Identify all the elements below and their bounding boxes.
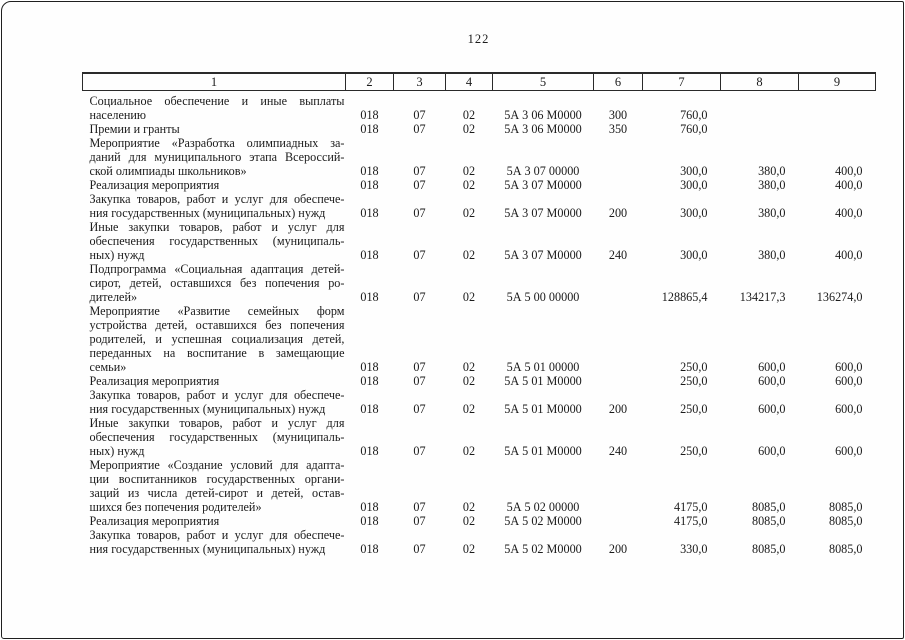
col-vid-rashodov-cell bbox=[594, 374, 643, 388]
col-podrazdel-cell: 02 bbox=[462, 122, 476, 136]
col-vid-rashodov-cell: 200 bbox=[608, 542, 628, 556]
col-grbs-cell: 018 bbox=[360, 514, 379, 528]
col-grbs-cell: 018 bbox=[360, 360, 379, 374]
col-razdel-cell: 07 bbox=[413, 542, 426, 556]
col-amount-year3-cell: 600,0 bbox=[835, 402, 863, 416]
col-amount-year1-cell: 330,0 bbox=[680, 542, 708, 556]
col-vid-rashodov-cell: 350 bbox=[608, 122, 628, 136]
row-label bbox=[83, 262, 346, 304]
col-amount-year1-cell: 300,0 bbox=[680, 248, 708, 262]
col-celevaya-statya-cell: 5А 5 01 М0000 bbox=[504, 402, 582, 416]
col-amount-year2-cell: 380,0 bbox=[758, 206, 786, 220]
col-amount-year1-cell: 250,0 bbox=[680, 360, 708, 374]
row-label bbox=[83, 374, 346, 388]
col-vid-rashodov-cell: 240 bbox=[608, 248, 628, 262]
row-label-line: ния государственных (муниципальных) нужд bbox=[89, 206, 326, 220]
col-amount-year2-cell: 600,0 bbox=[758, 402, 786, 416]
col-amount-year2-cell: 380,0 bbox=[758, 178, 786, 192]
col-razdel-cell: 07 bbox=[413, 206, 426, 220]
col-amount-year1-cell: 760,0 bbox=[680, 122, 708, 136]
col-amount-year2-cell: 600,0 bbox=[758, 360, 786, 374]
column-header-1: 1 bbox=[83, 73, 346, 91]
row-label-line: Мероприятие «Разработка олимпиадных за- bbox=[89, 136, 345, 150]
col-razdel-cell: 07 bbox=[413, 514, 426, 528]
col-vid-rashodov-cell: 300 bbox=[608, 108, 628, 122]
table-header-row bbox=[83, 73, 876, 91]
column-header-6: 6 bbox=[594, 73, 643, 91]
col-amount-year2-cell: 134217,3 bbox=[739, 290, 786, 304]
col-vid-rashodov-cell bbox=[594, 514, 643, 528]
col-grbs-cell: 018 bbox=[360, 402, 379, 416]
table-row bbox=[83, 374, 876, 388]
col-celevaya-statya-cell: 5А 3 06 М0000 bbox=[504, 122, 582, 136]
row-label bbox=[83, 514, 346, 528]
row-label-line: ции воспитанников государственных органи- bbox=[89, 472, 345, 486]
row-label-line: семьи» bbox=[89, 360, 127, 374]
col-podrazdel-cell: 02 bbox=[462, 374, 476, 388]
col-amount-year3-cell: 600,0 bbox=[835, 444, 863, 458]
row-label-line: устройства детей, оставшихся без попечения bbox=[89, 318, 345, 332]
row-label-line: Реализация мероприятия bbox=[89, 374, 220, 388]
column-header-7: 7 bbox=[643, 73, 721, 91]
col-amount-year2-cell: 8085,0 bbox=[751, 542, 786, 556]
col-grbs-cell: 018 bbox=[360, 248, 379, 262]
col-vid-rashodov-cell: 200 bbox=[608, 402, 628, 416]
row-label bbox=[83, 304, 346, 374]
table-row bbox=[83, 122, 876, 136]
row-label bbox=[83, 192, 346, 220]
row-label-line: дителей» bbox=[89, 290, 138, 304]
col-amount-year2-cell bbox=[721, 91, 799, 123]
table-row bbox=[83, 416, 876, 458]
row-label bbox=[83, 416, 346, 458]
table-row bbox=[83, 262, 876, 304]
col-amount-year1-cell: 250,0 bbox=[680, 444, 708, 458]
row-label bbox=[83, 388, 346, 416]
col-amount-year1-cell: 250,0 bbox=[680, 374, 708, 388]
row-label-line: Реализация мероприятия bbox=[89, 514, 220, 528]
col-razdel-cell: 07 bbox=[413, 164, 426, 178]
col-grbs-cell: 018 bbox=[360, 178, 379, 192]
column-header-3: 3 bbox=[394, 73, 446, 91]
row-label-line: Мероприятие «Создание условий для адапта- bbox=[89, 458, 345, 472]
col-amount-year3-cell: 8085,0 bbox=[828, 542, 863, 556]
row-label bbox=[83, 136, 346, 178]
col-vid-rashodov-cell bbox=[594, 136, 643, 178]
col-amount-year2-cell: 380,0 bbox=[758, 164, 786, 178]
col-razdel-cell: 07 bbox=[413, 108, 426, 122]
col-amount-year1-cell: 128865,4 bbox=[661, 290, 708, 304]
column-header-8: 8 bbox=[721, 73, 799, 91]
row-label-line: Иные закупки товаров, работ и услуг для bbox=[89, 220, 345, 234]
col-celevaya-statya-cell: 5А 5 02 00000 bbox=[506, 500, 580, 514]
col-amount-year1-cell: 4175,0 bbox=[673, 500, 708, 514]
col-celevaya-statya-cell: 5А 5 00 00000 bbox=[506, 290, 580, 304]
row-label-line: заций из числа детей-сирот и детей, остав- bbox=[89, 486, 345, 500]
col-celevaya-statya-cell: 5А 3 07 М0000 bbox=[504, 178, 582, 192]
row-label-line: ных) нужд bbox=[89, 444, 145, 458]
col-razdel-cell: 07 bbox=[413, 248, 426, 262]
col-amount-year3-cell: 8085,0 bbox=[828, 500, 863, 514]
row-label bbox=[83, 91, 346, 123]
col-razdel-cell: 07 bbox=[413, 178, 426, 192]
col-grbs-cell: 018 bbox=[360, 542, 379, 556]
table-row bbox=[83, 458, 876, 514]
col-podrazdel-cell: 02 bbox=[462, 290, 476, 304]
column-header-2: 2 bbox=[346, 73, 394, 91]
row-label-line: обеспечения государственных (муниципаль- bbox=[89, 430, 345, 444]
col-amount-year3-cell bbox=[799, 122, 876, 136]
column-header-5: 5 bbox=[493, 73, 594, 91]
col-amount-year2-cell: 8085,0 bbox=[751, 514, 786, 528]
page-number: 122 bbox=[467, 32, 490, 46]
col-amount-year2-cell bbox=[721, 122, 799, 136]
col-amount-year3-cell: 400,0 bbox=[835, 248, 863, 262]
scanned-document-page bbox=[1, 1, 904, 639]
row-label-line: Закупка товаров, работ и услуг для обеспече- bbox=[89, 528, 345, 542]
col-amount-year2-cell: 8085,0 bbox=[751, 500, 786, 514]
col-razdel-cell: 07 bbox=[413, 290, 426, 304]
col-amount-year3-cell: 400,0 bbox=[835, 178, 863, 192]
col-amount-year3-cell: 8085,0 bbox=[828, 514, 863, 528]
row-label-line: Подпрограмма «Социальная адаптация детей- bbox=[89, 262, 345, 276]
col-celevaya-statya-cell: 5А 3 07 М0000 bbox=[504, 248, 582, 262]
col-razdel-cell: 07 bbox=[413, 444, 426, 458]
col-amount-year1-cell: 760,0 bbox=[680, 108, 708, 122]
column-header-4: 4 bbox=[446, 73, 493, 91]
col-podrazdel-cell: 02 bbox=[462, 514, 476, 528]
col-amount-year2-cell: 600,0 bbox=[758, 374, 786, 388]
col-celevaya-statya-cell: 5А 3 07 00000 bbox=[506, 164, 580, 178]
col-amount-year3-cell: 400,0 bbox=[835, 164, 863, 178]
col-amount-year1-cell: 250,0 bbox=[680, 402, 708, 416]
row-label bbox=[83, 178, 346, 192]
row-label-line: родителей, и успешная социализация детей, bbox=[89, 332, 345, 346]
row-label-line: Мероприятие «Развитие семейных форм bbox=[89, 304, 345, 318]
col-grbs-cell: 018 bbox=[360, 206, 379, 220]
col-razdel-cell: 07 bbox=[413, 500, 426, 514]
column-header-9: 9 bbox=[799, 73, 876, 91]
table-row bbox=[83, 528, 876, 556]
col-podrazdel-cell: 02 bbox=[462, 542, 476, 556]
col-razdel-cell: 07 bbox=[413, 374, 426, 388]
row-label-line: Закупка товаров, работ и услуг для обеспече- bbox=[89, 388, 345, 402]
col-podrazdel-cell: 02 bbox=[462, 164, 476, 178]
table-row bbox=[83, 192, 876, 220]
col-vid-rashodov-cell: 240 bbox=[608, 444, 628, 458]
col-podrazdel-cell: 02 bbox=[462, 402, 476, 416]
table-row bbox=[83, 91, 876, 123]
col-podrazdel-cell: 02 bbox=[462, 108, 476, 122]
col-amount-year3-cell: 600,0 bbox=[835, 360, 863, 374]
budget-table bbox=[82, 72, 876, 556]
col-razdel-cell: 07 bbox=[413, 122, 426, 136]
col-podrazdel-cell: 02 bbox=[462, 248, 476, 262]
col-grbs-cell: 018 bbox=[360, 500, 379, 514]
row-label-line: населению bbox=[89, 108, 147, 122]
row-label-line: Закупка товаров, работ и услуг для обеспече- bbox=[89, 192, 345, 206]
col-amount-year1-cell: 300,0 bbox=[680, 164, 708, 178]
col-amount-year3-cell: 600,0 bbox=[835, 374, 863, 388]
col-razdel-cell: 07 bbox=[413, 360, 426, 374]
col-celevaya-statya-cell: 5А 5 01 М0000 bbox=[504, 374, 582, 388]
col-celevaya-statya-cell: 5А 5 01 М0000 bbox=[504, 444, 582, 458]
table-row bbox=[83, 304, 876, 374]
col-podrazdel-cell: 02 bbox=[462, 444, 476, 458]
row-label-line: ской олимпиады школьников» bbox=[89, 164, 247, 178]
col-podrazdel-cell: 02 bbox=[462, 178, 476, 192]
row-label-line: шихся без попечения родителей» bbox=[89, 500, 262, 514]
col-vid-rashodov-cell bbox=[594, 458, 643, 514]
col-vid-rashodov-cell bbox=[594, 178, 643, 192]
col-podrazdel-cell: 02 bbox=[462, 500, 476, 514]
col-celevaya-statya-cell: 5А 3 07 М0000 bbox=[504, 206, 582, 220]
col-podrazdel-cell: 02 bbox=[462, 206, 476, 220]
row-label-line: сирот, детей, оставшихся без попечения ро- bbox=[89, 276, 345, 290]
row-label-line: Реализация мероприятия bbox=[89, 178, 220, 192]
row-label-line: Социальное обеспечение и иные выплаты bbox=[89, 94, 345, 108]
col-grbs-cell: 018 bbox=[360, 108, 379, 122]
col-razdel-cell: 07 bbox=[413, 402, 426, 416]
col-amount-year2-cell: 600,0 bbox=[758, 444, 786, 458]
row-label-line: ния государственных (муниципальных) нужд bbox=[89, 542, 326, 556]
row-label-line: Иные закупки товаров, работ и услуг для bbox=[89, 416, 345, 430]
col-celevaya-statya-cell: 5А 5 01 00000 bbox=[506, 360, 580, 374]
col-amount-year3-cell: 136274,0 bbox=[816, 290, 863, 304]
row-label bbox=[83, 122, 346, 136]
row-label-line: переданных на воспитание в замещающие bbox=[89, 346, 345, 360]
col-grbs-cell: 018 bbox=[360, 374, 379, 388]
col-amount-year1-cell: 4175,0 bbox=[673, 514, 708, 528]
col-amount-year1-cell: 300,0 bbox=[680, 206, 708, 220]
table-row bbox=[83, 136, 876, 178]
col-grbs-cell: 018 bbox=[360, 444, 379, 458]
row-label-line: ных) нужд bbox=[89, 248, 145, 262]
col-amount-year2-cell: 380,0 bbox=[758, 248, 786, 262]
col-amount-year1-cell: 300,0 bbox=[680, 178, 708, 192]
col-amount-year3-cell: 400,0 bbox=[835, 206, 863, 220]
col-grbs-cell: 018 bbox=[360, 164, 379, 178]
col-celevaya-statya-cell: 5А 5 02 М0000 bbox=[504, 542, 582, 556]
col-amount-year3-cell bbox=[799, 91, 876, 123]
col-podrazdel-cell: 02 bbox=[462, 360, 476, 374]
row-label bbox=[83, 220, 346, 262]
col-grbs-cell: 018 bbox=[360, 290, 379, 304]
row-label-line: даний для муниципального этапа Всероссий- bbox=[89, 150, 345, 164]
row-label bbox=[83, 528, 346, 556]
col-celevaya-statya-cell: 5А 3 06 М0000 bbox=[504, 108, 582, 122]
row-label-line: ния государственных (муниципальных) нужд bbox=[89, 402, 326, 416]
row-label-line: Премии и гранты bbox=[89, 122, 180, 136]
col-celevaya-statya-cell: 5А 5 02 М0000 bbox=[504, 514, 582, 528]
col-vid-rashodov-cell bbox=[594, 304, 643, 374]
col-vid-rashodov-cell bbox=[594, 262, 643, 304]
row-label bbox=[83, 458, 346, 514]
table-row bbox=[83, 178, 876, 192]
col-grbs-cell: 018 bbox=[360, 122, 379, 136]
col-vid-rashodov-cell: 200 bbox=[608, 206, 628, 220]
row-label-line: обеспечения государственных (муниципаль- bbox=[89, 234, 345, 248]
table-row bbox=[83, 514, 876, 528]
table-row bbox=[83, 220, 876, 262]
table-row bbox=[83, 388, 876, 416]
